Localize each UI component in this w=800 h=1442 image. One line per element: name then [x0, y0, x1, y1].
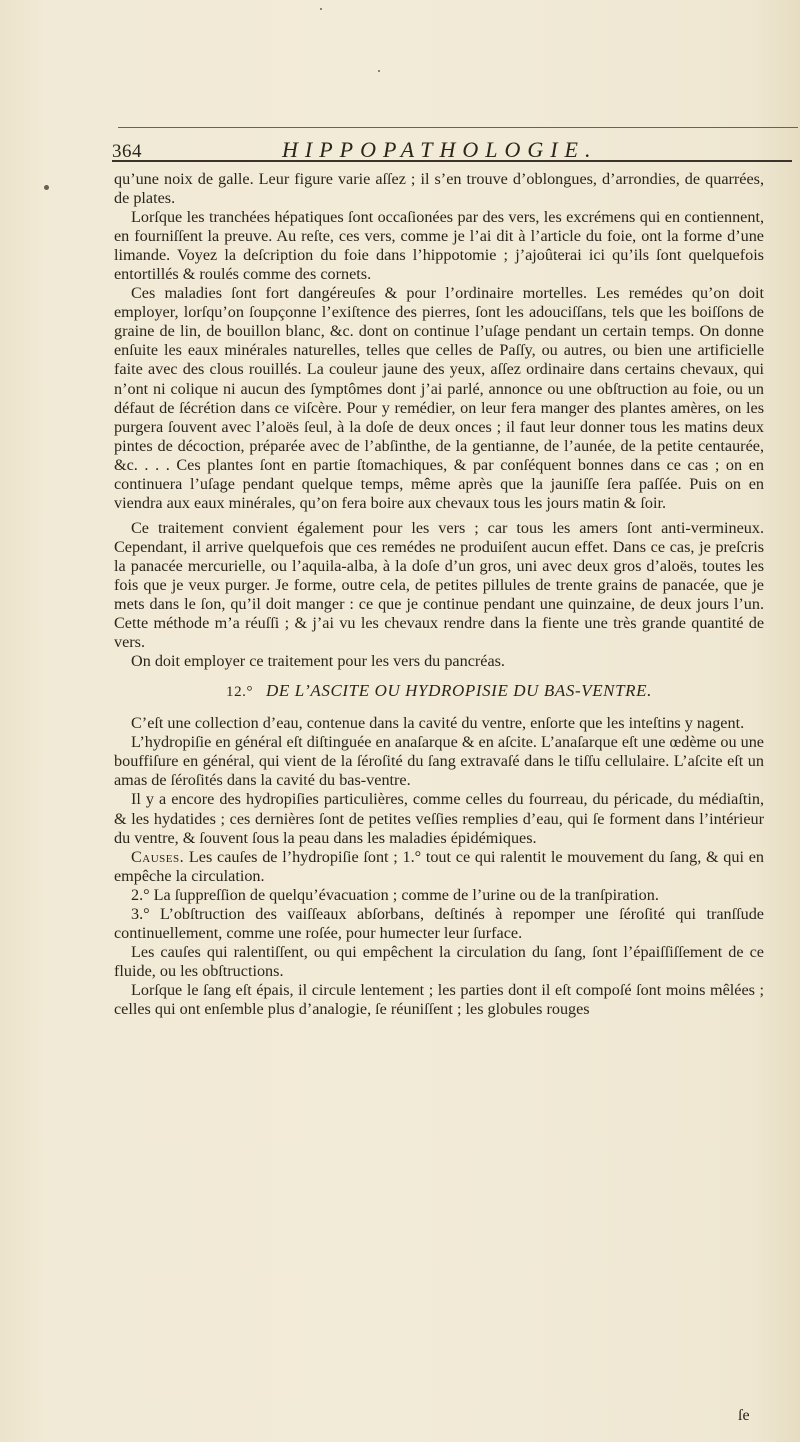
- top-rule: [118, 127, 798, 128]
- paragraph: qu’une noix de galle. Leur figure varie aſſez ; il s’en trouve d’oblongues, d’arrondies, de quarrées, de plates.: [114, 170, 764, 208]
- paragraph: 2.° La ſuppreſſion de quelqu’évacuation ; comme de l’urine ou de la tranſpiration.: [131, 885, 659, 904]
- causes-paragraph: [114, 848, 764, 886]
- paragraph: Les cauſes qui ralentiſſent, ou qui empêchent la circulation du ſang, ſont l’épaiſſiſſement de ce fluide, ou les obſtructions.: [114, 942, 764, 980]
- paper-speck: [320, 8, 322, 10]
- paragraph: Lorſque les tranchées hépatiques ſont occaſionées par des vers, les excrémens qui en contiennent, en fourniſſent la preuve. Au reſte, ces vers, comme je l’ai dit à l’article du foie, ont la forme d’une limande. Voyez la deſcription du foie dans l’hippotomie ; j’ajoûterai ici qu’ils ſont quelquefois entortillés & roulés comme des cornets.: [114, 208, 764, 284]
- paragraph: L’hydropiſie en général eſt diſtinguée en anaſarque & en aſcite. L’anaſarque eſt une œdème ou une bouffiſure en général, qui vient de la ſéroſité du ſang extravaſé dans le tiſſu cellulaire. L’aſcite eſt un amas de ſéroſités dans la cavité du bas-ventre.: [114, 733, 764, 790]
- header-rule: [112, 160, 792, 162]
- causes-text: Les cauſes de l’hydropiſie ſont ; 1.° tout ce qui ralentit le mouvement du ſang, & qui en empêche la circulation.: [114, 847, 764, 885]
- section-number: 12.°: [225, 684, 254, 701]
- paragraph: Il y a encore des hydropiſies particulières, comme celles du fourreau, du péricade, du médiaſtin, & les hydatides ; ces dernières ſont de petites veſſies remplies d’eau, qui ſe forment dans l’intérieur du ventre, & ſouvent ſous la peau dans les maladies épidémiques.: [114, 790, 764, 847]
- paragraph: 3.° L’obſtruction des vaiſſeaux abſorbans, deſtinés à repomper une ſéroſité qui tranſſude continuellement, comme une roſée, pour humecter leur ſurface.: [114, 904, 764, 942]
- section-heading: [114, 681, 764, 702]
- catchword: ſe: [738, 1407, 750, 1424]
- paper-speck: [44, 185, 49, 190]
- section-title: DE L’ASCITE OU HYDROPISIE DU BAS-VENTRE.: [266, 681, 652, 701]
- main-text: [114, 170, 764, 1019]
- running-title: HIPPOPATHOLOGIE.: [282, 137, 598, 162]
- paragraph: Ce traitement convient également pour les vers ; car tous les amers ſont anti-vermineux. Cependant, il arrive quelquefois que ces remédes ne produiſent aucun effet. Dans ce cas, je preſcris la panacée mercurielle, ou l’aquila-alba, à la doſe d’un gros, uni avec deux gros d’aloës, toutes les fois que je veux purger. Je forme, outre cela, de petites pillules de trente grains de panacée, que je mets dans le ſon, qu’il doit manger : ce que je continue pendant une quinzaine, de deux jours l’un. Cette méthode m’a réuſſi ; & j’ai vu les chevaux rendre dans la fiente une très grande quantité de vers.: [114, 518, 764, 652]
- paper-speck: [378, 70, 380, 72]
- paragraph: On doit employer ce traitement pour les vers du pancréas.: [131, 652, 505, 671]
- page-number: 364: [112, 141, 142, 162]
- paragraph: Lorſque le ſang eſt épais, il circule lentement ; les parties dont il eſt compoſé ſont moins mêlées ; celles qui ont enſemble plus d’analogie, ſe réuniſſent ; les globules rouges: [114, 980, 764, 1018]
- paragraph: C’eſt une collection d’eau, contenue dans la cavité du ventre, enſorte que les inteſtins y nagent.: [131, 714, 745, 733]
- paragraph: Ces maladies ſont fort dangéreuſes & pour l’ordinaire mortelles. Les remédes qu’on doit employer, lorſqu’on ſoupçonne l’exiſtence des pierres, ſont les adouciſſans, tels que les boiſſons de graine de lin, de bouillon blanc, &c. dont on continue l’uſage pendant un certain temps. On donne enſuite les eaux minérales naturelles, telles que celles de Paſſy, ou autres, ou bien une artificielle faite avec des clous rouillés. La couleur jaune des yeux, aſſez ordinaire dans certains chevaux, qui n’ont ni colique ni aucun des ſymptômes dont j’ai parlé, annonce ou une obſtruction au foie, ou un défaut de ſécrétion dans ce viſcère. Pour y remédier, on leur fera manger des plantes amères, on les purgera ſouvent avec l’aloës ſeul, à la doſe de deux onces ; il faut leur donner tous les matins deux pintes de décoction, préparée avec de l’abſinthe, de la gentianne, de l’aunée, de la petite centaurée, &c. . . . Ces plantes ſont en partie ſtomachiques, & par conſéquent bonnes dans ce cas ; on en continuera l’uſage pendant quelque temps, même après que la jauniſſe ſera paſſée. Puis on en viendra aux eaux minérales, qu’on fera boire aux chevaux tous les jours matin & ſoir.: [114, 284, 764, 512]
- causes-label: Causes.: [131, 847, 185, 866]
